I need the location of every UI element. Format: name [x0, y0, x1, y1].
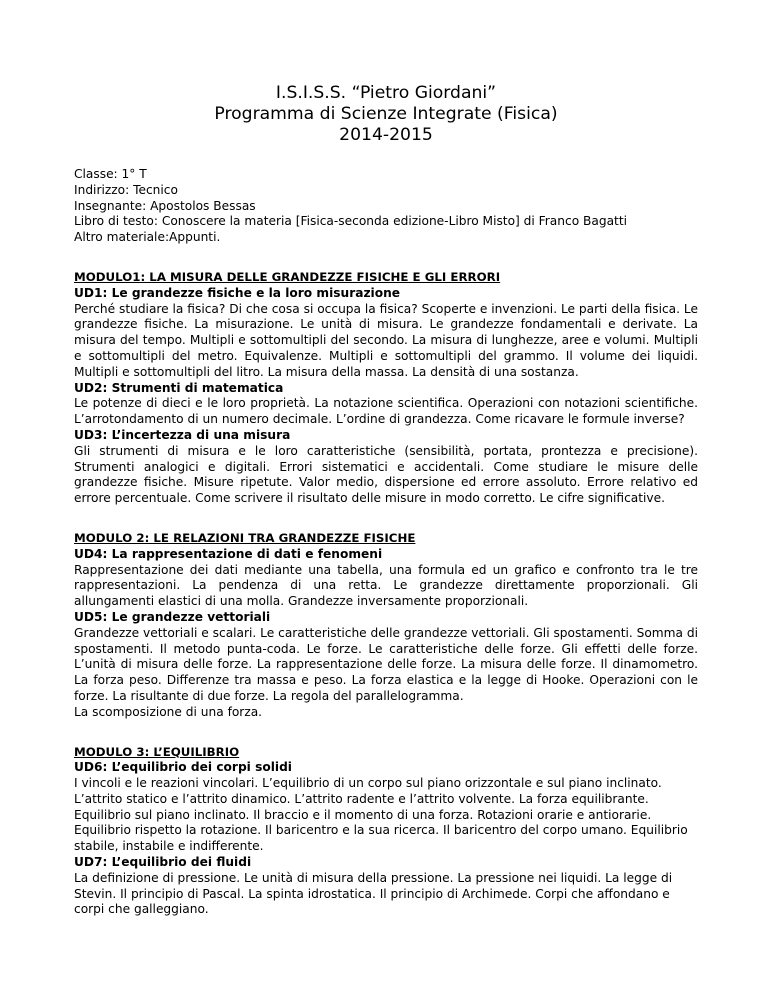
textbook-line: Libro di testo: Conoscere la materia [Fisica-seconda edizione-Libro Misto] di Franco Bagatti: [74, 214, 628, 229]
unit-text: La definizione di pressione. Le unità di misura della pressione. La pressione nei liquidi. La legge di Stevin. Il principio di Pascal. La spinta idrostatica. Il principio di Archimede. Corpi che affondano e corpi che galleggiano.: [74, 870, 673, 917]
unit-text: Gli strumenti di misura e le loro caratteristiche (sensibilità, portata, prontezza e precisione). Strumenti analogici e digitali. Errori sistematici e accidentali. Come studiare le misure delle grandezze fisiche. Misure ripetute. Valor medio, dispersione ed errore assoluto. Errore relativo ed errore percentuale. Come scrivere il risultato delle misure in modo corretto. Le cifre significative.: [74, 443, 698, 506]
unit-title: UD6: L’equilibrio dei corpi solidi: [74, 760, 292, 775]
module-2: [74, 531, 698, 721]
track-line: Indirizzo: Tecnico: [74, 182, 178, 197]
program-title: Programma di Scienze Integrate (Fisica): [214, 104, 558, 124]
unit-title: UD4: La rappresentazione di dati e fenomeni: [74, 546, 383, 561]
module-title: MODULO 3: L’EQUILIBRIO: [74, 744, 240, 759]
module-title: MODULO1: LA MISURA DELLE GRANDEZZE FISICHE E GLI ERRORI: [74, 269, 501, 284]
module-title: MODULO 2: LE RELAZIONI TRA GRANDEZZE FISICHE: [74, 530, 416, 545]
module-1: [74, 270, 698, 507]
unit-text: I vincoli e le reazioni vincolari. L’equilibrio di un corpo sul piano orizzontale e sul piano inclinato. L’attrito statico e l’attrito dinamico. L’attrito radente e l’attrito volvente. La forza equilibrante. Equilibrio sul piano inclinato. Il braccio e il momento di una forza. Rotazioni orarie e antiorarie. Equilibrio rispetto la rotazione. Il baricentro e la sua ricerca. Il baricentro del corpo umano. Equilibrio stabile, instabile e indifferente.: [74, 776, 688, 854]
unit-text-continuation: La scomposizione di una forza.: [74, 704, 263, 719]
school-year: 2014-2015: [339, 125, 433, 145]
unit-title: UD1: Le grandezze fisiche e la loro misurazione: [74, 285, 401, 300]
unit-title: UD5: Le grandezze vettoriali: [74, 609, 271, 624]
document-page: [74, 83, 698, 918]
school-name: I.S.I.S.S. “Pietro Giordani”: [275, 83, 497, 103]
unit-text: Grandezze vettoriali e scalari. Le caratteristiche delle grandezze vettoriali. Gli spostamenti. Somma di spostamenti. Il metodo punta-coda. Le forze. Le caratteristiche delle forze. Gli effetti delle forze. L’unità di misura delle forze. La rappresentazione delle forze. La misura delle forze. Il dinamometro. La forza peso. Differenze tra massa e peso. La forza elastica e la legge di Hooke. Operazioni con le forze. La risultante di due forze. La regola del parallelogramma.: [74, 625, 699, 703]
unit-title: UD7: L’equilibrio dei fluidi: [74, 855, 252, 870]
course-info: [74, 167, 698, 246]
teacher-line: Insegnante: Apostolos Bessas: [74, 198, 256, 213]
unit-text: Perché studiare la fisica? Di che cosa si occupa la fisica? Scoperte e invenzioni. Le parti della fisica. Le grandezze fisiche. La misurazione. Le unità di misura. Le grandezze fondamentali e derivate. La misura del tempo. Multipli e sottomultipli del secondo. La misura di lunghezze, aree e volumi. Multipli e sottomultipli del metro. Equivalenze. Multipli e sottomultipli del grammo. Il volume dei liquidi. Multipli e sottomultipli del litro. La misura della massa. La densità di una sostanza.: [74, 301, 698, 379]
unit-text: Rappresentazione dei dati mediante una tabella, una formula ed un grafico e confronto tra le tre rappresentazioni. La pendenza di una retta. Le grandezze direttamente proporzionali. Gli allungamenti elastici di una molla. Grandezze inversamente proporzionali.: [74, 562, 698, 609]
other-material-line: Altro materiale:Appunti.: [74, 230, 221, 245]
document-header: [74, 83, 698, 146]
class-line: Classe: 1° T: [74, 167, 147, 181]
unit-title: UD3: L’incertezza di una misura: [74, 427, 291, 442]
module-3: [74, 745, 698, 919]
unit-text: Le potenze di dieci e le loro proprietà. La notazione scientifica. Operazioni con notazioni scientifiche. L’arrotondamento di un numero decimale. L’ordine di grandezza. Come ricavare le formule inverse?: [74, 396, 698, 427]
unit-title: UD2: Strumenti di matematica: [74, 380, 284, 395]
